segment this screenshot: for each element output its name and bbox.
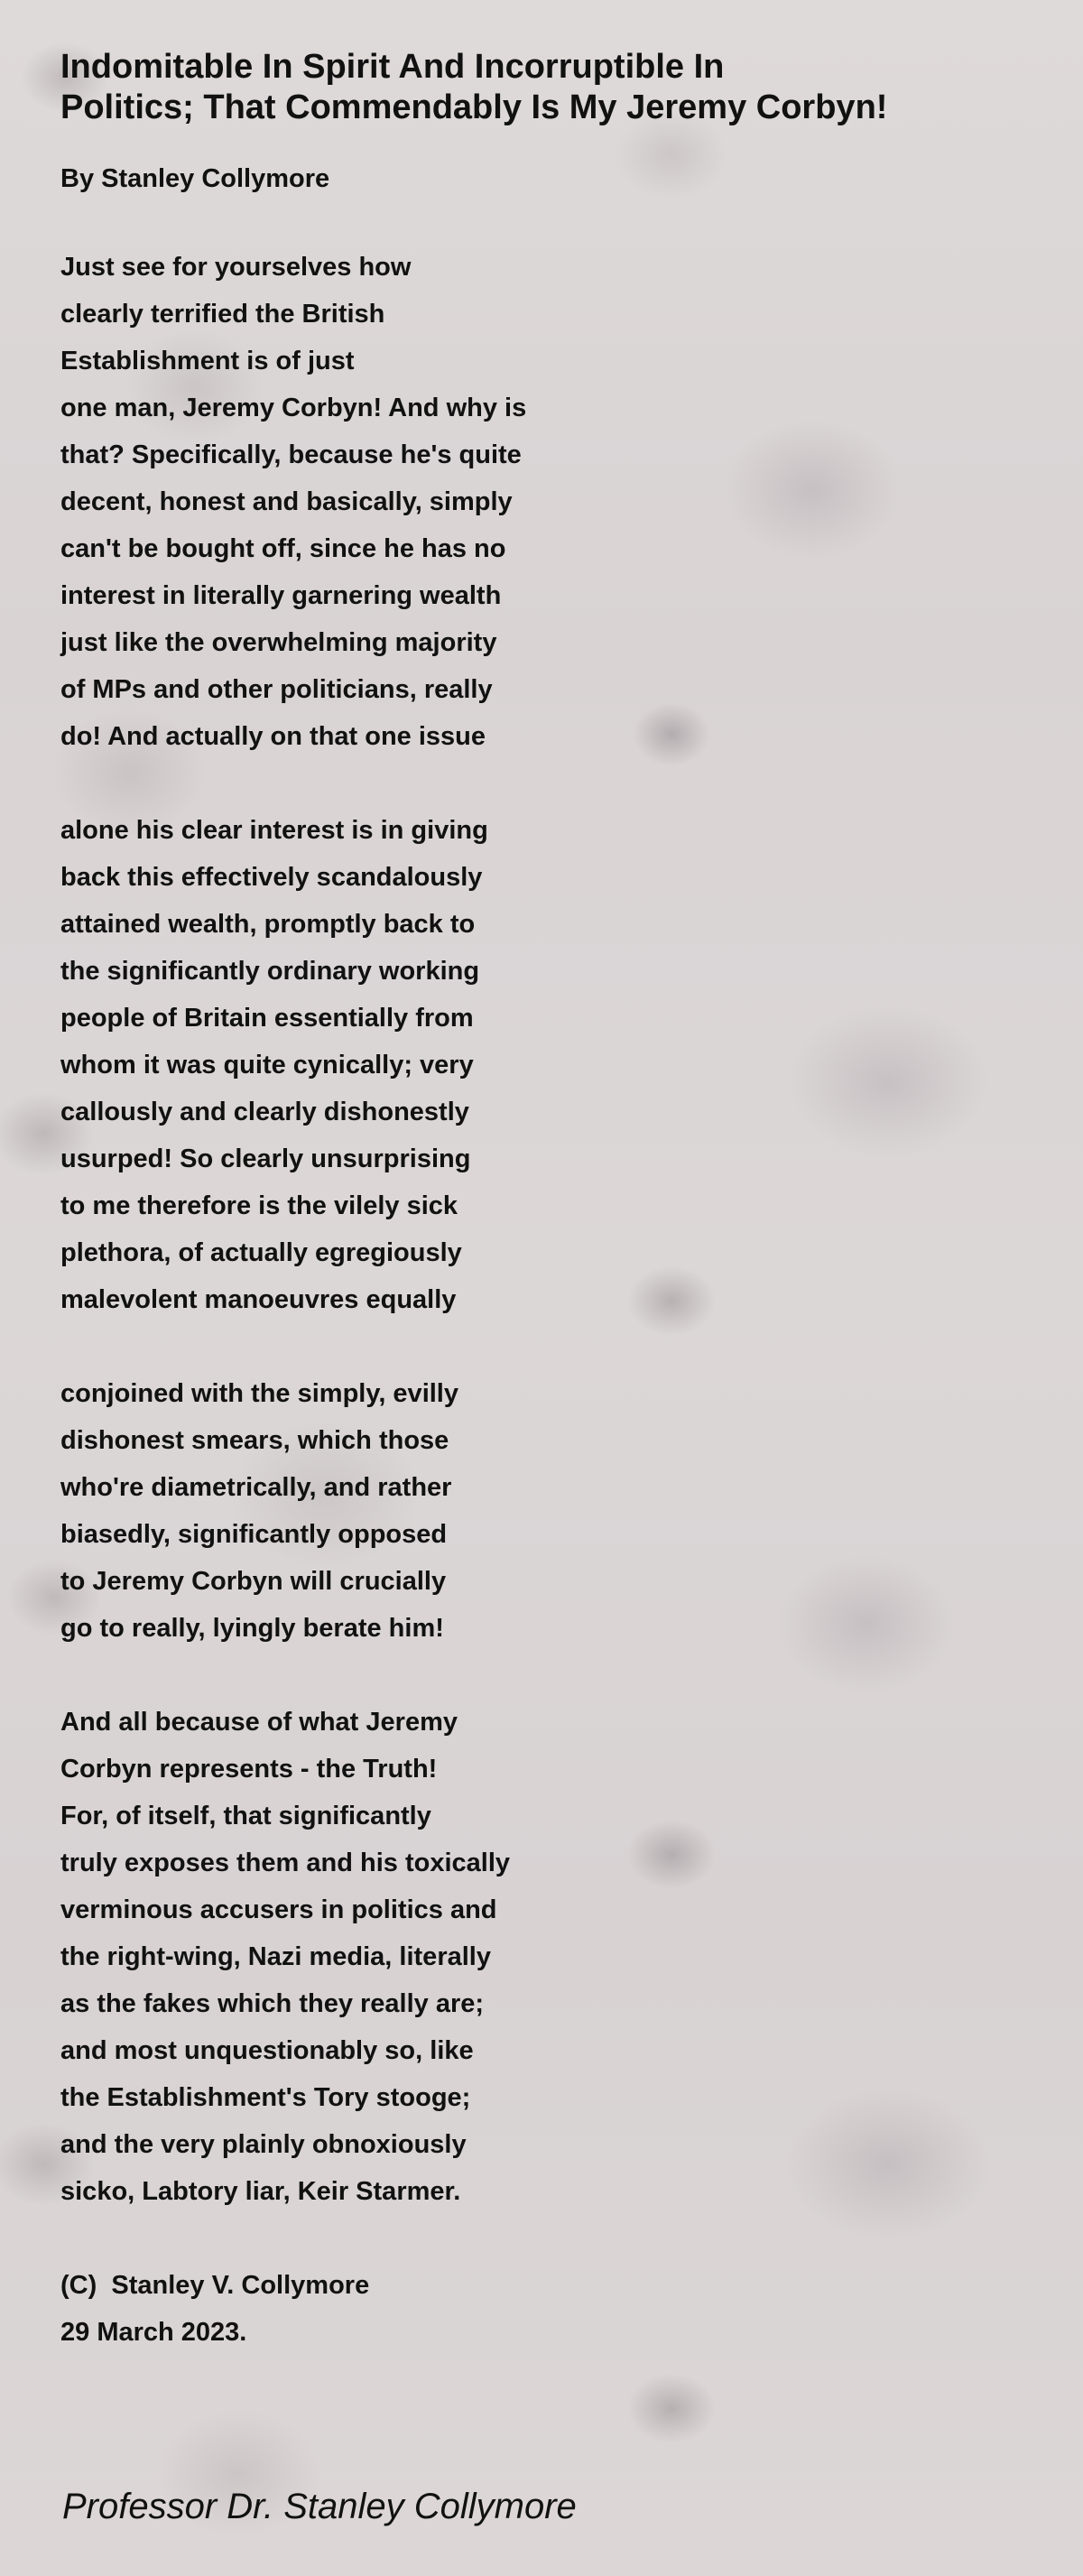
poem-line: to me therefore is the vilely sick: [60, 1191, 458, 1220]
poem-line: as the fakes which they really are;: [60, 1989, 485, 2018]
poem-title-line-1: Indomitable In Spirit And Incorruptible In: [60, 48, 725, 86]
poem-line: And all because of what Jeremy: [60, 1708, 458, 1737]
poem-line: malevolent manoeuvres equally: [60, 1285, 457, 1314]
poem-line: verminous accusers in politics and: [60, 1895, 497, 1924]
poem-line: whom it was quite cynically; very: [60, 1051, 474, 1080]
poem-line: dishonest smears, which those: [60, 1426, 449, 1455]
poem-line: callously and clearly dishonestly: [60, 1098, 469, 1126]
poem-line: conjoined with the simply, evilly: [60, 1379, 458, 1408]
poem-title: [60, 47, 1053, 128]
poem-title-line-2: Politics; That Commendably Is My Jeremy Corbyn!: [60, 88, 888, 126]
poem-line: usurped! So clearly unsurprising: [60, 1144, 471, 1173]
poem-line: go to really, lyingly berate him!: [60, 1614, 444, 1643]
stanza-1: [60, 244, 1053, 760]
poem-line: the Establishment's Tory stooge;: [60, 2083, 471, 2112]
poem-line: Corbyn represents - the Truth!: [60, 1755, 438, 1784]
poem-line: truly exposes them and his toxically: [60, 1849, 510, 1877]
date-line: 29 March 2023.: [60, 2318, 247, 2347]
poem-byline: By Stanley Collymore: [60, 164, 330, 193]
poem-line: back this effectively scandalously: [60, 863, 483, 892]
poem-line: decent, honest and basically, simply: [60, 487, 513, 516]
poem-page: [60, 47, 1053, 2403]
poem-line: to Jeremy Corbyn will crucially: [60, 1567, 447, 1596]
poem-line: can't be bought off, since he has no: [60, 534, 506, 563]
author-signature: Professor Dr. Stanley Collymore: [62, 2487, 577, 2526]
poem-body: [60, 244, 1053, 2356]
poem-line: and most unquestionably so, like: [60, 2036, 474, 2065]
poem-line: clearly terrified the British: [60, 300, 385, 329]
poem-line: For, of itself, that significantly: [60, 1802, 431, 1830]
poem-line: attained wealth, promptly back to: [60, 910, 476, 939]
stanza-4: [60, 1699, 1053, 2215]
poem-line: sicko, Labtory liar, Keir Starmer.: [60, 2177, 461, 2206]
poem-line: one man, Jeremy Corbyn! And why is: [60, 394, 527, 422]
copyright-line: (C) Stanley V. Collymore: [60, 2271, 370, 2300]
poem-line: do! And actually on that one issue: [60, 722, 486, 751]
poem-line: alone his clear interest is in giving: [60, 816, 488, 845]
poem-line: the significantly ordinary working: [60, 957, 480, 986]
poem-line: Establishment is of just: [60, 347, 355, 375]
poem-line: of MPs and other politicians, really: [60, 675, 493, 704]
poem-line: who're diametrically, and rather: [60, 1473, 452, 1502]
copyright-block: [60, 2262, 1053, 2356]
stanza-2: [60, 807, 1053, 1323]
poem-line: and the very plainly obnoxiously: [60, 2130, 467, 2159]
stanza-3: [60, 1370, 1053, 1652]
poem-line: plethora, of actually egregiously: [60, 1238, 462, 1267]
poem-line: interest in literally garnering wealth: [60, 581, 502, 610]
poem-line: the right-wing, Nazi media, literally: [60, 1942, 491, 1971]
poem-line: that? Specifically, because he's quite: [60, 440, 522, 469]
poem-line: just like the overwhelming majority: [60, 628, 497, 657]
poem-line: biasedly, significantly opposed: [60, 1520, 448, 1549]
poem-line: Just see for yourselves how: [60, 253, 412, 282]
poem-line: people of Britain essentially from: [60, 1004, 474, 1033]
